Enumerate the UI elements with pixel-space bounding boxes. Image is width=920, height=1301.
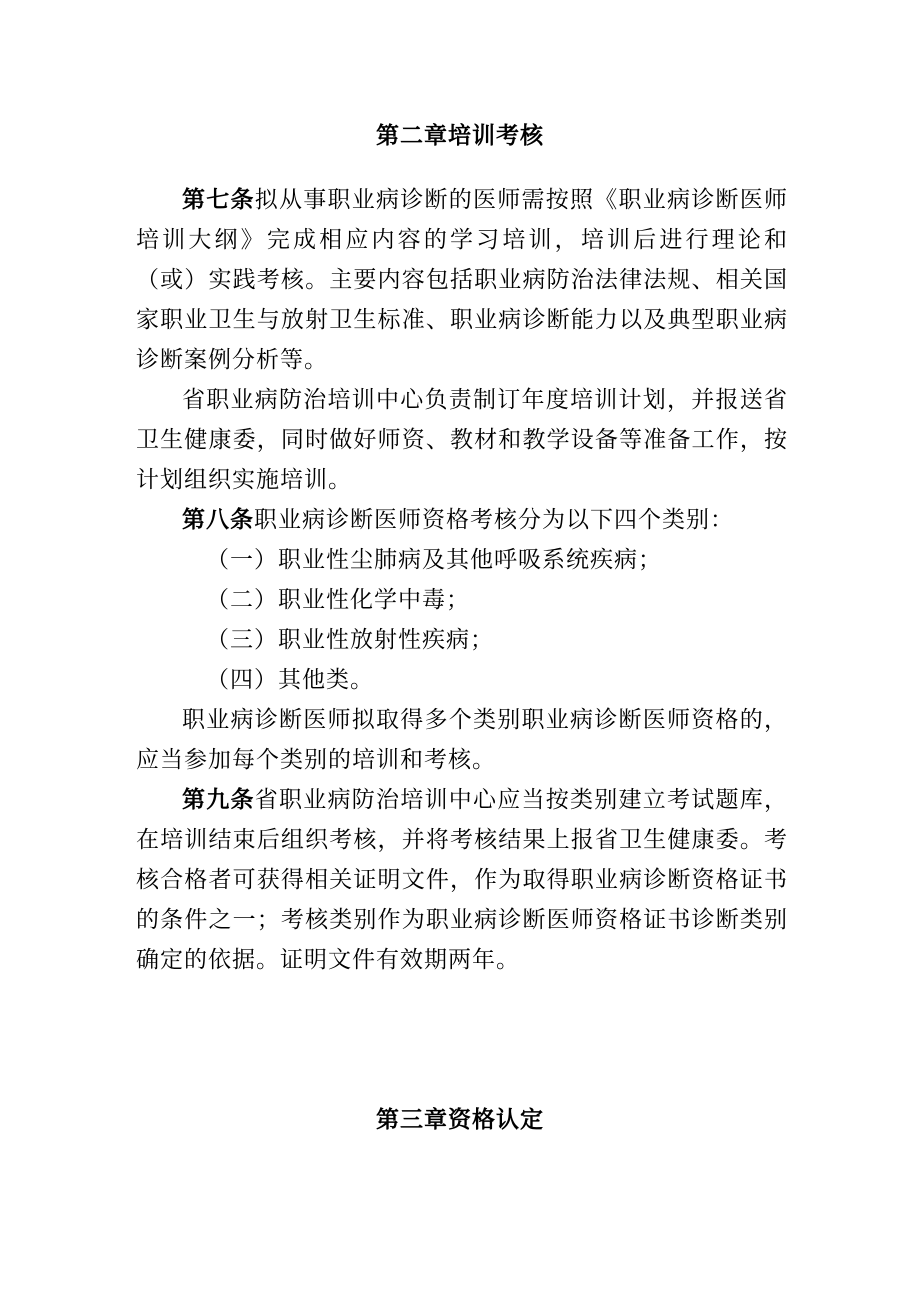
- list-item: （二）职业性化学中毒；: [206, 587, 470, 613]
- list-item: （一）职业性尘肺病及其他呼吸系统疾病；: [206, 547, 662, 573]
- chapter-2-title: 第二章培训考核: [376, 123, 544, 149]
- article-7-label: 第七条: [182, 187, 255, 213]
- article-7-text: 拟从事职业病诊断的医师需按照《职业病诊断医师培训大纲》完成相应内容的学习培训，培训后进行理论和（或）实践考核。主要内容包括职业病防治法律法规、相关国家职业卫生与放射卫生标准、职业病诊断能力以及典型职业病诊断案例分析等。: [136, 187, 788, 373]
- article-9-text: 省职业病防治培训中心应当按类别建立考试题库，在培训结束后组织考核，并将考核结果上报省卫生健康委。考核合格者可获得相关证明文件，作为取得职业病诊断资格证书的条件之一；考核类别作为职业病诊断医师资格证书诊断类别确定的依据。证明文件有效期两年。: [136, 787, 788, 973]
- article-8-text: 职业病诊断医师资格考核分为以下四个类别：: [254, 507, 734, 533]
- list-item: （三）职业性放射性疾病；: [206, 627, 494, 653]
- article-9-label: 第九条: [182, 787, 255, 813]
- article-7-paragraph: [136, 180, 788, 380]
- article-9-paragraph: [136, 780, 788, 980]
- article-7-paragraph-2: 省职业病防治培训中心负责制订年度培训计划，并报送省卫生健康委，同时做好师资、教材和教学设备等准备工作，按计划组织实施培训。: [136, 387, 788, 493]
- chapter-2-body: [136, 180, 788, 980]
- article-8-paragraph-2: 职业病诊断医师拟取得多个类别职业病诊断医师资格的，应当参加每个类别的培训和考核。: [136, 707, 788, 773]
- article-8-paragraph: [136, 500, 788, 540]
- list-item: （四）其他类。: [206, 667, 374, 693]
- chapter-3-title: 第三章资格认定: [376, 1107, 544, 1133]
- article-8-label: 第八条: [182, 507, 254, 533]
